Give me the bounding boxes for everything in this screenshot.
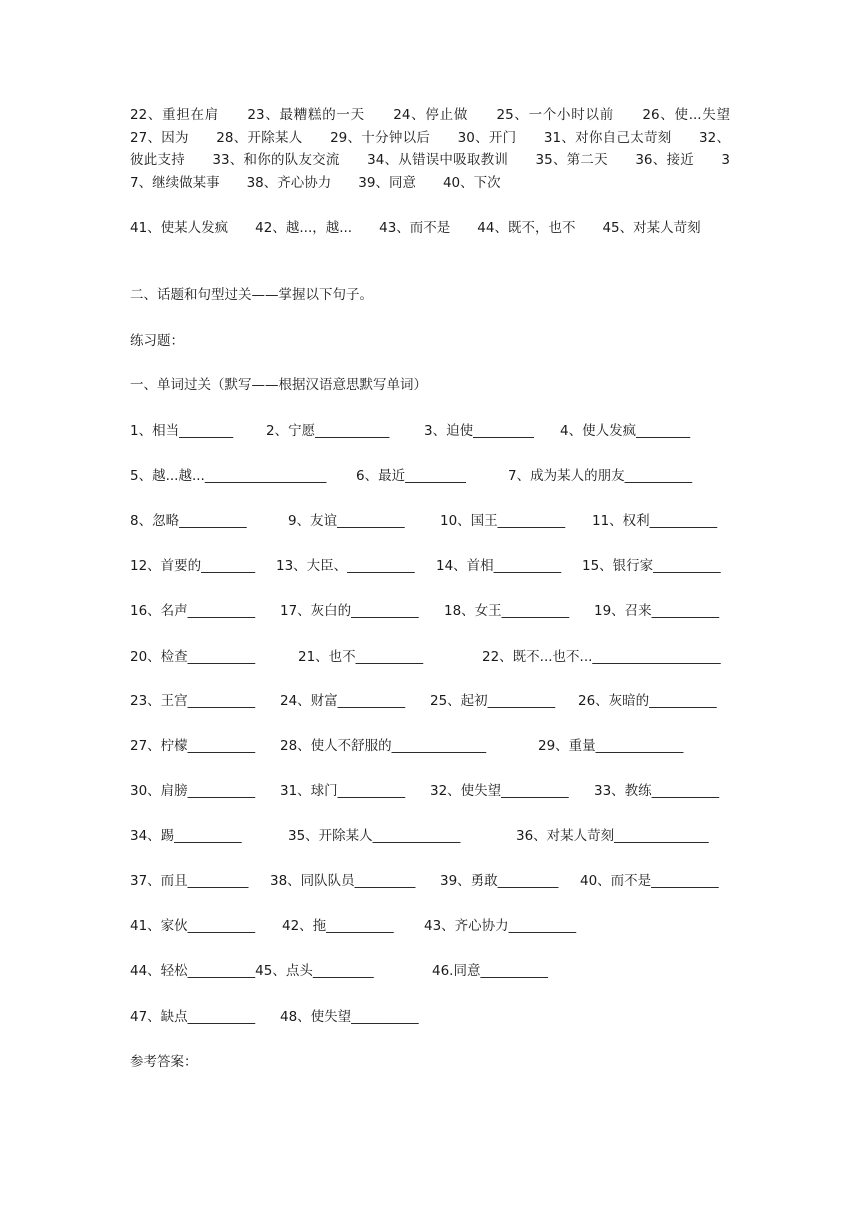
word-item: 11、权利__________: [592, 513, 718, 529]
word-row: [130, 691, 750, 711]
word-row: [130, 781, 750, 801]
word-item: 16、名声__________: [130, 603, 256, 619]
word-item: 32、使失望__________: [430, 783, 569, 799]
word-item: 6、最近_________: [356, 468, 466, 484]
word-row: [130, 871, 750, 891]
word-item: 15、银行家__________: [582, 558, 721, 574]
word-item: 46.同意__________: [432, 963, 548, 979]
word-row: [130, 556, 750, 576]
word-item: 18、女王__________: [444, 603, 570, 619]
word-row: [130, 421, 750, 441]
word-item: 42、拖__________: [282, 918, 394, 934]
word-item: 30、肩膀__________: [130, 783, 256, 799]
word-row: [130, 961, 750, 981]
word-item: 14、首相__________: [436, 558, 562, 574]
word-row: [130, 916, 750, 936]
section-1-title: 一、单词过关（默写——根据汉语意思默写单词）: [130, 377, 427, 393]
word-item: 20、检查__________: [130, 649, 256, 665]
word-item: 25、起初__________: [430, 693, 556, 709]
word-row: [130, 647, 750, 667]
word-item: 43、齐心协力__________: [424, 918, 577, 934]
word-item: 34、踢__________: [130, 828, 242, 844]
exercise-title: 练习题：: [130, 333, 184, 349]
word-item: 1、相当________: [130, 423, 234, 439]
word-item: 7、成为某人的朋友__________: [508, 468, 693, 484]
word-item: 47、缺点__________: [130, 1009, 256, 1025]
word-item: 2、宁愿___________: [266, 423, 390, 439]
answers-title: 参考答案：: [130, 1054, 198, 1070]
word-item: 31、球门__________: [280, 783, 406, 799]
word-row: [130, 601, 750, 621]
word-item: 24、财富__________: [280, 693, 406, 709]
word-item: 3、迫使_________: [424, 423, 534, 439]
word-item: 44、轻松__________45、点头_________: [130, 963, 374, 979]
word-item: 48、使失望__________: [280, 1009, 419, 1025]
word-item: 36、对某人苛刻______________: [516, 828, 709, 844]
word-row: [130, 466, 750, 486]
word-item: 41、家伙__________: [130, 918, 256, 934]
word-item: 35、开除某人_____________: [288, 828, 461, 844]
word-item: 10、国王__________: [440, 513, 566, 529]
word-item: 9、友谊__________: [288, 513, 405, 529]
word-item: 39、勇敢_________: [440, 873, 559, 889]
word-item: 21、也不__________: [298, 649, 424, 665]
word-item: 27、柠檬__________: [130, 738, 256, 754]
word-item: 17、灰白的__________: [280, 603, 419, 619]
word-item: 12、首要的________: [130, 558, 256, 574]
vocab-answers-paragraph-1: 22、重担在肩 23、最糟糕的一天 24、停止做 25、一个小时以前 26、使...失望 27、因为 28、开除某人 29、十分钟以后 30、开门 31、对你自己太苛刻 32、彼此支持 33、和你的队友交流 34、从错误中吸取教训 35、第二天 36、接近 37、继续做某事 38、齐心协力 39、同意 40、下次: [130, 107, 757, 191]
word-item: 33、教练__________: [594, 783, 720, 799]
word-item: 26、灰暗的__________: [578, 693, 717, 709]
word-item: 4、使人发疯________: [560, 423, 691, 439]
word-item: 22、既不...也不...___________________: [482, 649, 721, 665]
word-item: 23、王宫__________: [130, 693, 256, 709]
word-item: 40、而不是__________: [580, 873, 719, 889]
word-item: 8、忽略__________: [130, 513, 247, 529]
section-2-title: 二、话题和句型过关——掌握以下句子。: [130, 287, 373, 303]
word-item: 13、大臣、__________: [276, 558, 415, 574]
word-item: 29、重量_____________: [538, 738, 684, 754]
vocab-answers-paragraph-2: 41、使某人发疯 42、越...，越... 43、而不是 44、既不，也不 45、对某人苛刻: [130, 220, 701, 236]
word-item: 38、同队队员_________: [270, 873, 416, 889]
word-row: [130, 511, 750, 531]
word-item: 37、而且_________: [130, 873, 249, 889]
word-row: [130, 1007, 750, 1027]
word-item: 5、越...越...__________________: [130, 468, 327, 484]
word-item: 28、使人不舒服的______________: [280, 738, 487, 754]
word-row: [130, 736, 750, 756]
word-item: 19、召来__________: [594, 603, 720, 619]
word-row: [130, 826, 750, 846]
